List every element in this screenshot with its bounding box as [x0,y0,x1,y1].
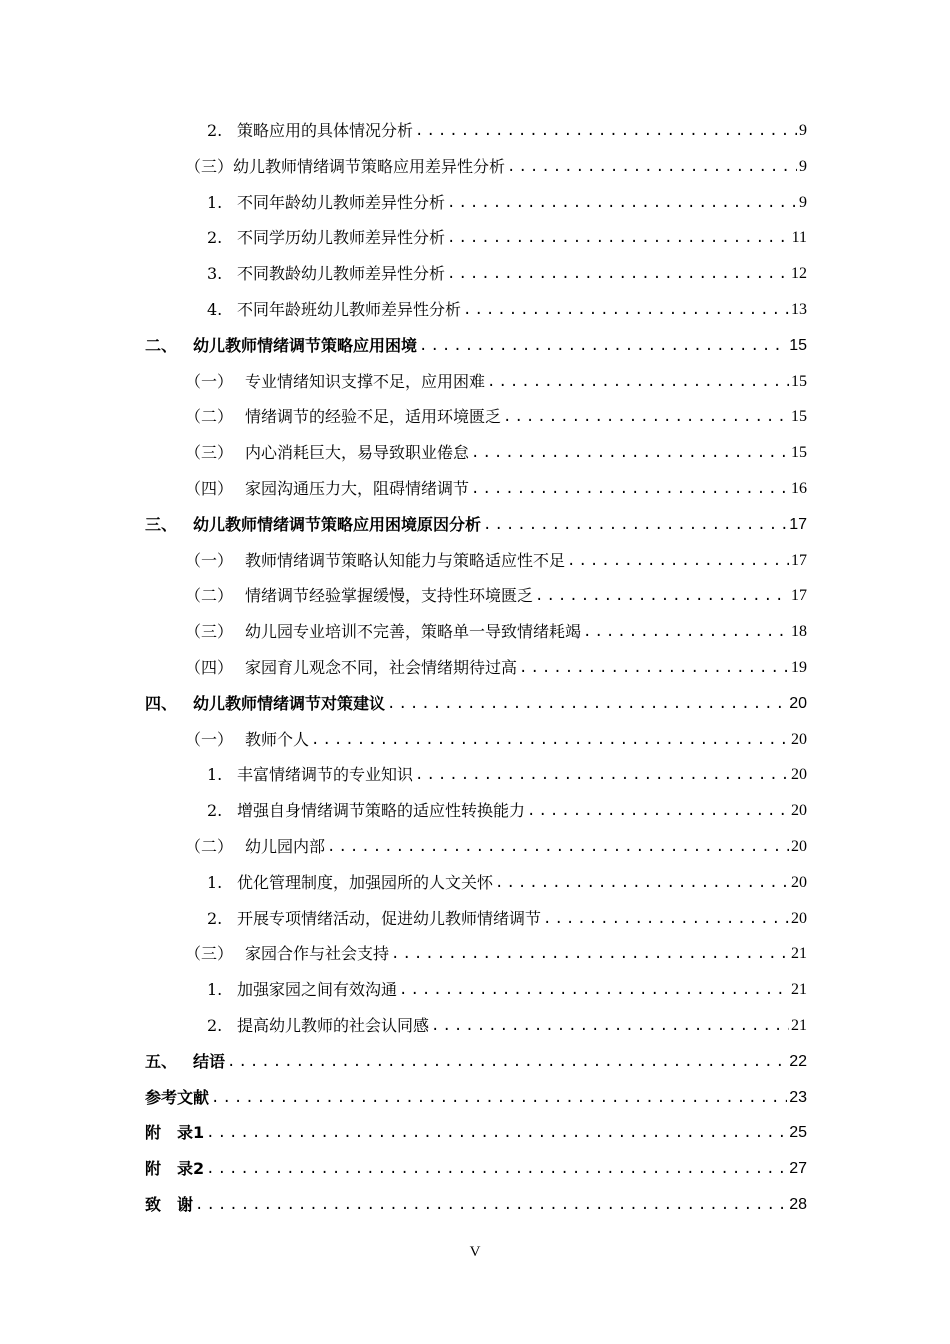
toc-entry-page: 19 [791,659,807,676]
toc-entry-page: 9 [799,193,807,211]
toc-entry[interactable] [0,724,807,750]
toc-entry-page: 27 [789,1160,807,1178]
toc-dot-leader [211,1088,787,1108]
toc-dot-leader [206,1123,787,1143]
toc-entry-number: 1. [207,192,223,212]
toc-dot-leader [206,1159,787,1179]
toc-entry-page: 12 [791,265,807,283]
toc-dot-leader [463,300,789,320]
toc-entry-page: 17 [791,551,807,569]
toc-entry-number: 五、 [145,1051,178,1071]
toc-entry-title: 幼儿教师情绪调节策略应用差异性分析 [233,156,506,176]
toc-entry-title: 不同教龄幼儿教师差异性分析 [237,264,446,284]
toc-entry[interactable] [0,867,807,893]
toc-entry[interactable] [0,1117,807,1143]
toc-entry-title: 附 录1 [145,1123,205,1143]
toc-entry[interactable] [0,473,807,499]
toc-entry-number: 2. [207,1016,223,1035]
toc-entry[interactable] [0,1189,807,1215]
toc-dot-leader [227,1052,787,1072]
toc-entry-page: 15 [791,372,807,390]
toc-entry-number: 四、 [145,693,178,713]
toc-entry-title: 提高幼儿教师的社会认同感 [237,1016,430,1035]
toc-entry-title: 幼儿园内部 [245,837,326,856]
toc-entry-title: 参考文献 [145,1087,210,1107]
toc-entry-title: 教师个人 [245,729,310,749]
toc-dot-leader [431,1016,789,1036]
toc-dot-leader [419,336,787,356]
toc-entry[interactable] [0,509,807,535]
toc-entry-number: （二） [185,586,234,606]
toc-entry[interactable] [0,1082,807,1108]
toc-entry-number: 2. [207,121,223,140]
toc-dot-leader [447,264,789,284]
toc-entry[interactable] [0,1010,807,1036]
toc-entry-page: 20 [791,838,807,855]
toc-entry-title: 开展专项情绪活动，促进幼儿教师情绪调节 [237,908,542,928]
toc-entry-page: 20 [791,802,807,820]
toc-entry-title: 不同年龄班幼儿教师差异性分析 [237,300,462,319]
toc-entry-title: 致 谢 [145,1195,194,1214]
toc-entry-number: （三） [185,443,234,463]
toc-entry[interactable] [0,759,807,785]
toc-entry-title: 附 录2 [145,1159,205,1179]
toc-entry-page: 21 [791,945,807,963]
toc-entry-page: 15 [791,444,807,462]
toc-dot-leader [519,658,789,678]
toc-entry-page: 20 [791,909,807,927]
toc-entry-number: 4. [207,300,223,319]
toc-entry-page: 21 [791,981,807,999]
toc-entry[interactable] [0,903,807,929]
toc-entry-number: 3. [207,264,223,284]
toc-entry-title: 家园合作与社会支持 [245,944,390,964]
toc-entry[interactable] [0,545,807,571]
toc-entry-page: 15 [791,408,807,426]
toc-entry-page: 18 [791,623,807,641]
toc-entry-number: 2. [207,801,223,821]
toc-dot-leader [583,622,789,642]
toc-entry[interactable] [0,366,807,392]
toc-dot-leader [471,479,789,499]
toc-entry[interactable] [0,258,807,284]
toc-entry-title: 家园育儿观念不同，社会情绪期待过高 [245,658,518,677]
toc-dot-leader [311,730,789,750]
toc-entry-page: 20 [791,730,807,748]
toc-entry-number: （一） [185,550,234,570]
toc-entry[interactable] [0,330,807,356]
toc-entry[interactable] [0,187,807,213]
toc-entry-page: 9 [799,122,807,139]
toc-entry-title: 家园沟通压力大，阻碍情绪调节 [245,479,470,498]
toc-entry-title: 幼儿园专业培训不完善，策略单一导致情绪耗竭 [245,622,582,642]
toc-entry-number: （一） [185,371,234,391]
toc-entry[interactable] [0,115,807,141]
toc-entry-number: 1. [207,872,223,892]
toc-dot-leader [399,980,789,1000]
toc-dot-leader [447,193,797,213]
toc-entry[interactable] [0,831,807,857]
toc-entry-title: 幼儿教师情绪调节对策建议 [193,693,386,713]
toc-entry-page: 20 [791,873,807,891]
toc-entry-title: 加强家园之间有效沟通 [237,980,398,1000]
toc-entry[interactable] [0,1046,807,1072]
toc-entry-number: （三） [185,944,234,964]
toc-entry-page: 16 [791,480,807,497]
toc-entry-title: 策略应用的具体情况分析 [237,121,414,140]
toc-dot-leader [415,765,789,785]
toc-entry-number: 1. [207,980,223,1000]
toc-entry[interactable] [0,616,807,642]
toc-entry-title: 内心消耗巨大，易导致职业倦怠 [245,443,470,463]
toc-entry-number: 三、 [145,514,178,534]
toc-entry-title: 情绪调节的经验不足，适用环境匮乏 [245,407,502,427]
toc-entry-number: （四） [185,479,234,498]
toc-dot-leader [527,801,789,821]
toc-entry-number: （三） [185,156,234,176]
toc-entry-title: 优化管理制度，加强园所的人文关怀 [237,872,494,892]
toc-dot-leader [503,407,789,427]
toc-entry-page: 17 [791,587,807,605]
toc-dot-leader [471,443,789,463]
toc-dot-leader [495,873,789,893]
toc-entry-page: 23 [789,1088,807,1106]
toc-entry-page: 28 [789,1196,807,1213]
toc-entry[interactable] [0,1153,807,1179]
toc-entry-number: （二） [185,837,234,856]
toc-entry-page: 20 [789,694,807,712]
toc-entry[interactable] [0,401,807,427]
toc-dot-leader [415,121,797,141]
toc-entry-number: （二） [185,407,234,427]
toc-entry[interactable] [0,795,807,821]
toc-entry-page: 15 [789,336,807,354]
toc-entry-number: （四） [185,658,234,677]
toc-entry-title: 幼儿教师情绪调节策略应用困境 [193,335,418,355]
toc-entry-page: 17 [789,515,807,533]
toc-entry-page: 11 [791,229,807,247]
toc-entry-number: 1. [207,765,223,785]
toc-entry-title: 情绪调节经验掌握缓慢，支持性环境匮乏 [245,586,534,606]
toc-dot-leader [567,551,789,571]
toc-dot-leader [487,372,789,392]
toc-entry-number: （一） [185,729,234,749]
toc-entry[interactable] [0,437,807,463]
toc-dot-leader [507,157,797,177]
toc-dot-leader [447,228,790,248]
toc-entry-page: 21 [791,1017,807,1034]
toc-entry-page: 25 [789,1124,807,1142]
toc-entry-title: 幼儿教师情绪调节策略应用困境原因分析 [193,514,482,534]
toc-entry[interactable] [0,974,807,1000]
toc-entry-title: 增强自身情绪调节策略的适应性转换能力 [237,801,526,821]
toc-entry-title: 专业情绪知识支撑不足，应用困难 [245,371,486,391]
toc-entry[interactable] [0,688,807,714]
toc-entry[interactable] [0,151,807,177]
toc-entry-page: 22 [789,1052,807,1070]
toc-dot-leader [483,515,787,535]
toc-entry-title: 结语 [193,1051,226,1071]
toc-dot-leader [195,1195,787,1215]
toc-entry-number: 2. [207,228,223,248]
toc-dot-leader [387,694,787,714]
toc-dot-leader [327,837,789,857]
toc-entry-title: 不同学历幼儿教师差异性分析 [237,228,446,248]
toc-dot-leader [543,909,789,929]
toc-entry-title: 不同年龄幼儿教师差异性分析 [237,192,446,212]
page-number: V [469,1244,481,1260]
toc-entry-number: 2. [207,908,223,928]
toc-dot-leader [535,586,789,606]
toc-entry[interactable] [0,294,807,320]
toc-entry-number: 二、 [145,335,178,355]
toc-entry[interactable] [0,938,807,964]
toc-entry-page: 9 [799,157,807,175]
toc-entry-title: 丰富情绪调节的专业知识 [237,765,414,785]
toc-entry[interactable] [0,652,807,678]
toc-dot-leader [391,944,789,964]
toc-entry-page: 13 [791,301,807,318]
toc-entry[interactable] [0,580,807,606]
toc-entry[interactable] [0,222,807,248]
toc-entry-page: 20 [791,766,807,784]
toc-entry-number: （三） [185,622,234,642]
toc-entry-title: 教师情绪调节策略认知能力与策略适应性不足 [245,550,566,570]
